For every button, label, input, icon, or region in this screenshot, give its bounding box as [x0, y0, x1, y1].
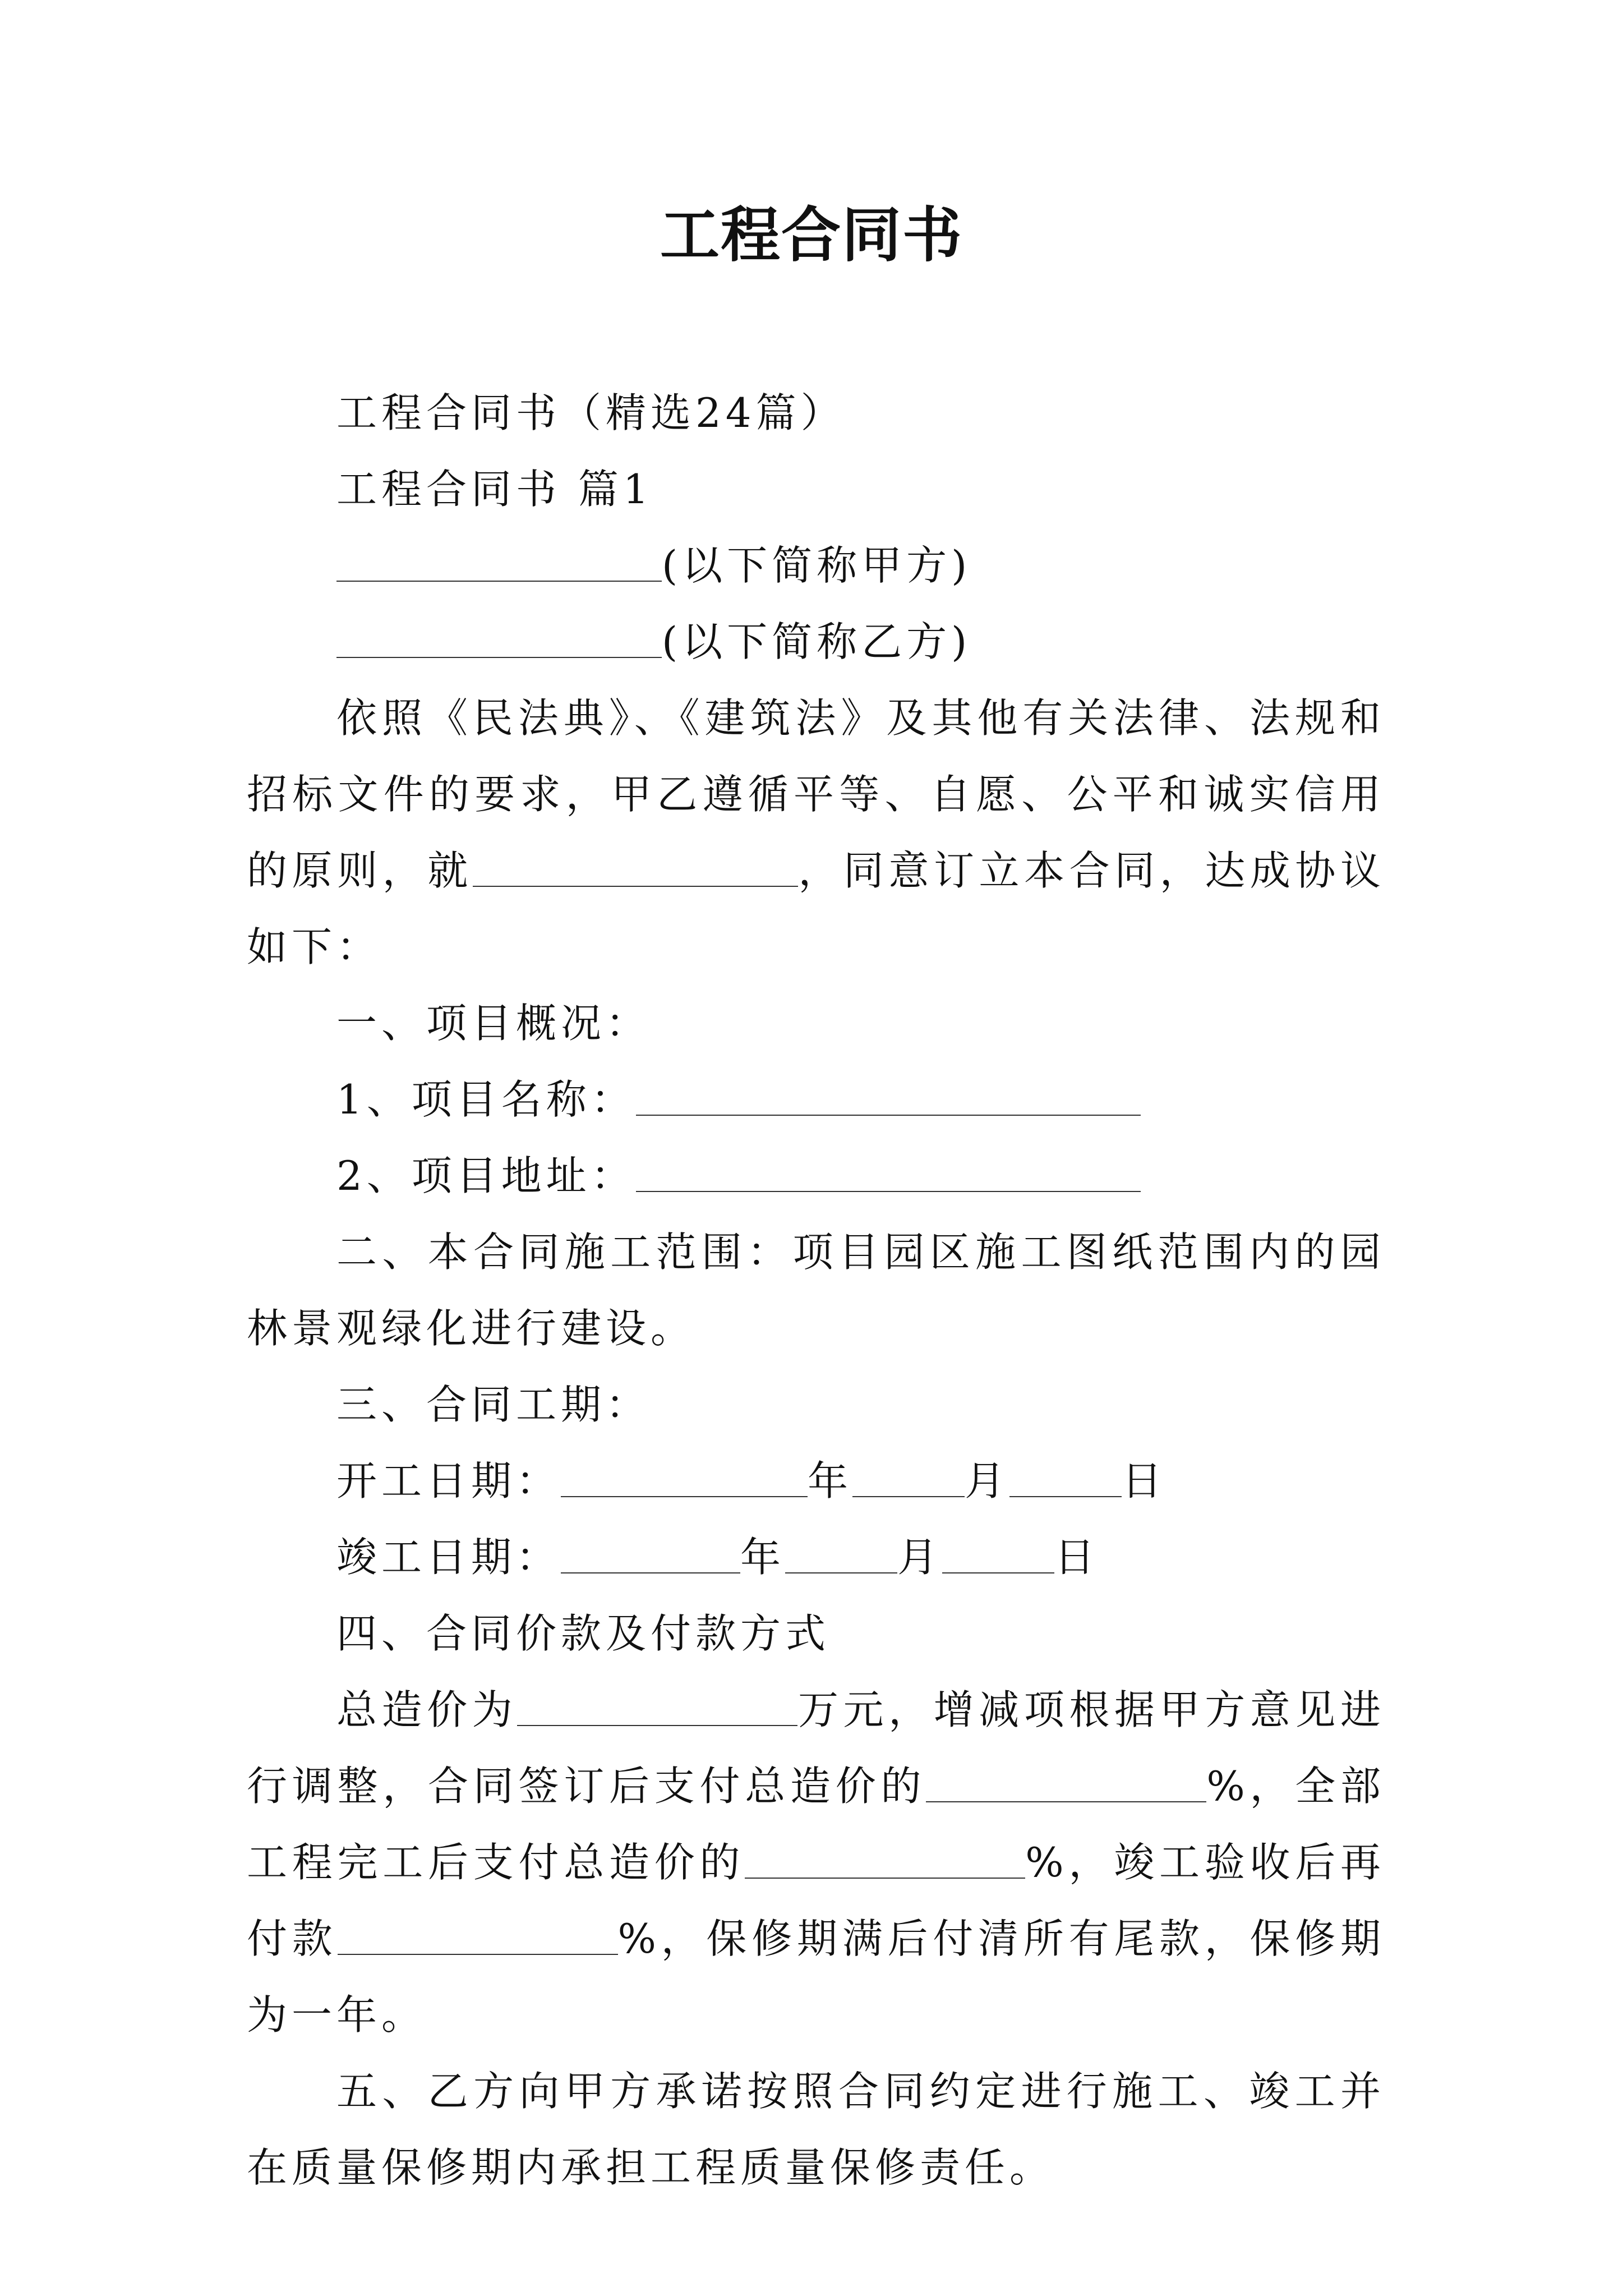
project-name-blank	[636, 1078, 1141, 1116]
end-day-blank	[942, 1536, 1054, 1573]
start-date-line	[247, 1443, 1385, 1519]
project-address-blank	[636, 1154, 1141, 1192]
party-b-suffix: (以下简称乙方)	[662, 618, 972, 665]
section-1-heading: 一、项目概况：	[336, 1000, 651, 1047]
subtitle: 工程合同书（精选24篇）	[336, 389, 846, 436]
start-year-char: 年	[808, 1457, 853, 1504]
intro-text-2: ，同意订立本合同，达成协议如下：	[247, 847, 1385, 970]
start-year-blank	[561, 1460, 808, 1497]
project-address-line	[247, 1138, 1385, 1214]
payment-paragraph	[247, 1672, 1385, 2053]
signing-percent-blank	[926, 1765, 1206, 1802]
start-date-label: 开工日期：	[336, 1457, 561, 1504]
section-5-text: 五、乙方向甲方承诺按照合同约定进行施工、竣工并在质量保修期内承担工程质量保修责任。	[247, 2068, 1385, 2191]
intro-text-1: 依照《民法典》、《建筑法》及其他有关法律、法规和招标文件的要求，甲乙遵循平等、自愿、公平和诚实信用的原则，就	[247, 694, 1385, 894]
intro-paragraph	[247, 680, 1385, 985]
project-scope-blank	[473, 849, 798, 887]
section-3-heading: 三、合同工期：	[336, 1381, 651, 1428]
payment-text-3: %，全部工程完工后支付总造价的	[247, 1763, 1385, 1886]
party-a-line	[247, 527, 1385, 604]
document-body	[247, 375, 1385, 2206]
start-day-blank	[1009, 1460, 1122, 1497]
document-title: 工程合同书	[660, 200, 963, 270]
end-month-char: 月	[897, 1534, 943, 1581]
acceptance-percent-blank	[338, 1917, 618, 1955]
project-name-line	[247, 1061, 1385, 1138]
party-a-blank	[336, 544, 662, 582]
start-day-char: 日	[1122, 1457, 1167, 1504]
payment-text-4: %，竣工验收后再付款	[247, 1839, 1385, 1962]
end-year-char: 年	[740, 1534, 786, 1581]
start-month-blank	[852, 1460, 965, 1497]
total-price-blank	[517, 1688, 797, 1726]
section-4-heading: 四、合同价款及付款方式	[336, 1610, 831, 1657]
end-year-blank	[561, 1536, 740, 1573]
party-a-suffix: (以下简称甲方)	[662, 542, 972, 589]
party-b-line	[247, 604, 1385, 680]
end-date-line	[247, 1519, 1385, 1595]
payment-text-1: 总造价为	[336, 1686, 518, 1733]
project-address-label: 2、项目地址：	[336, 1152, 636, 1199]
end-date-label: 竣工日期：	[336, 1534, 561, 1581]
section-heading: 工程合同书 篇1	[336, 466, 653, 513]
completion-percent-blank	[745, 1841, 1025, 1879]
end-month-blank	[785, 1536, 897, 1573]
start-month-char: 月	[965, 1457, 1010, 1504]
party-b-blank	[336, 620, 662, 658]
payment-text-5: %，保修期满后付清所有尾款，保修期为一年。	[247, 1915, 1385, 2039]
end-day-char: 日	[1054, 1534, 1100, 1581]
project-name-label: 1、项目名称：	[336, 1076, 636, 1123]
payment-text-2: 万元，增减项根据甲方意见进行调整，合同签订后支付总造价的	[247, 1686, 1385, 1810]
section-2-text: 二、本合同施工范围：项目园区施工图纸范围内的园林景观绿化进行建设。	[247, 1228, 1385, 1352]
